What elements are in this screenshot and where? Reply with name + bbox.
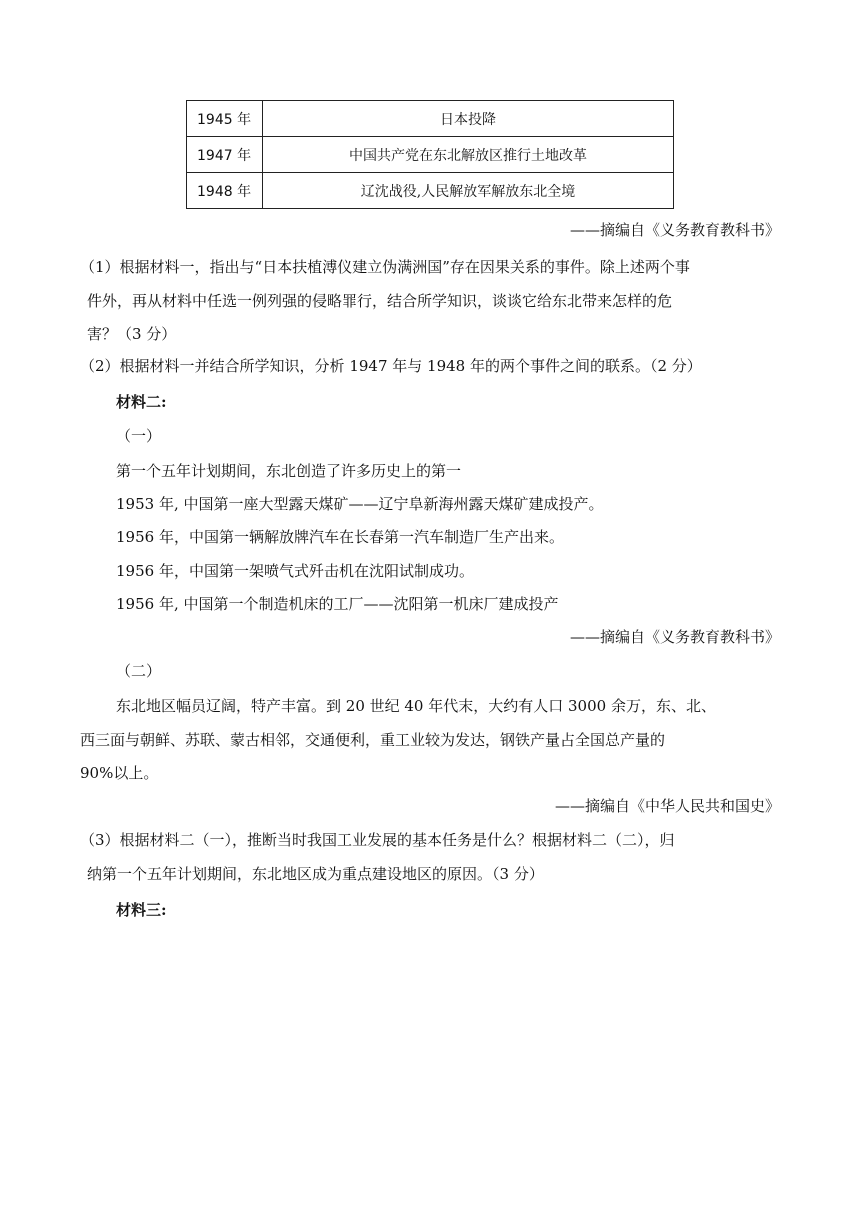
question-2-text: （2）根据材料一并结合所学知识，分析 1947 年与 1948 年的两个事件之间的联系。（2 分） <box>80 357 702 375</box>
question-3-line-1: （3）根据材料二（一），推断当时我国工业发展的基本任务是什么？根据材料二（二），归 <box>80 831 675 849</box>
table-row <box>187 137 674 173</box>
question-1-line-2: 件外，再从材料中任选一例列强的侵略罪行，结合所学知识，谈谈它给东北带来怎样的危 <box>87 292 673 310</box>
table-year-cell: 1948 年 <box>187 173 263 209</box>
list-item: 1956 年，中国第一架喷气式歼击机在沈阳试制成功。 <box>116 562 474 580</box>
list-item: 1956 年，中国第一辆解放牌汽车在长春第一汽车制造厂生产出来。 <box>116 528 564 546</box>
timeline-table <box>186 100 674 209</box>
table-event-cell: 日本投降 <box>263 101 674 137</box>
material-2-part-1-source: ——摘编自《义务教育教科书》 <box>569 628 780 646</box>
table-year-cell: 1947 年 <box>187 137 263 173</box>
table-row <box>187 173 674 209</box>
material-2-part-2-source: ——摘编自《中华人民共和国史》 <box>554 797 780 815</box>
table-event-cell: 辽沈战役,人民解放军解放东北全境 <box>263 173 674 209</box>
table-event-cell: 中国共产党在东北解放区推行土地改革 <box>263 137 674 173</box>
material-2-heading: 材料二: <box>116 393 167 411</box>
list-item: 1953 年, 中国第一座大型露天煤矿——辽宁阜新海州露天煤矿建成投产。 <box>116 495 604 513</box>
material-2-part-1-label: （一） <box>116 427 162 445</box>
table-row <box>187 101 674 137</box>
list-item: 1956 年, 中国第一个制造机床的工厂——沈阳第一机床厂建成投产 <box>116 595 559 613</box>
material-2-part-2-label: （二） <box>116 662 162 680</box>
material-2-part-2-line-1: 东北地区幅员辽阔，特产丰富。到 20 世纪 40 年代末，大约有人口 3000 余万，东、北、 <box>116 697 716 715</box>
material-2-part-2-line-3: 90%以上。 <box>80 764 159 782</box>
question-1-line-3: 害？（3 分） <box>87 325 177 343</box>
material-2-part-2-line-2: 西三面与朝鲜、苏联、蒙古相邻，交通便利，重工业较为发达，钢铁产量占全国总产量的 <box>80 731 666 749</box>
question-3-line-2: 纳第一个五年计划期间，东北地区成为重点建设地区的原因。（3 分） <box>87 865 544 883</box>
material-3-heading: 材料三: <box>116 901 167 919</box>
table-year-cell: 1945 年 <box>187 101 263 137</box>
question-1-line-1: （1）根据材料一，指出与“日本扶植溥仪建立伪满洲国”存在因果关系的事件。除上述两个事 <box>80 258 690 276</box>
table-source-citation: ——摘编自《义务教育教科书》 <box>569 221 780 239</box>
material-2-part-1-intro: 第一个五年计划期间，东北创造了许多历史上的第一 <box>116 462 462 480</box>
